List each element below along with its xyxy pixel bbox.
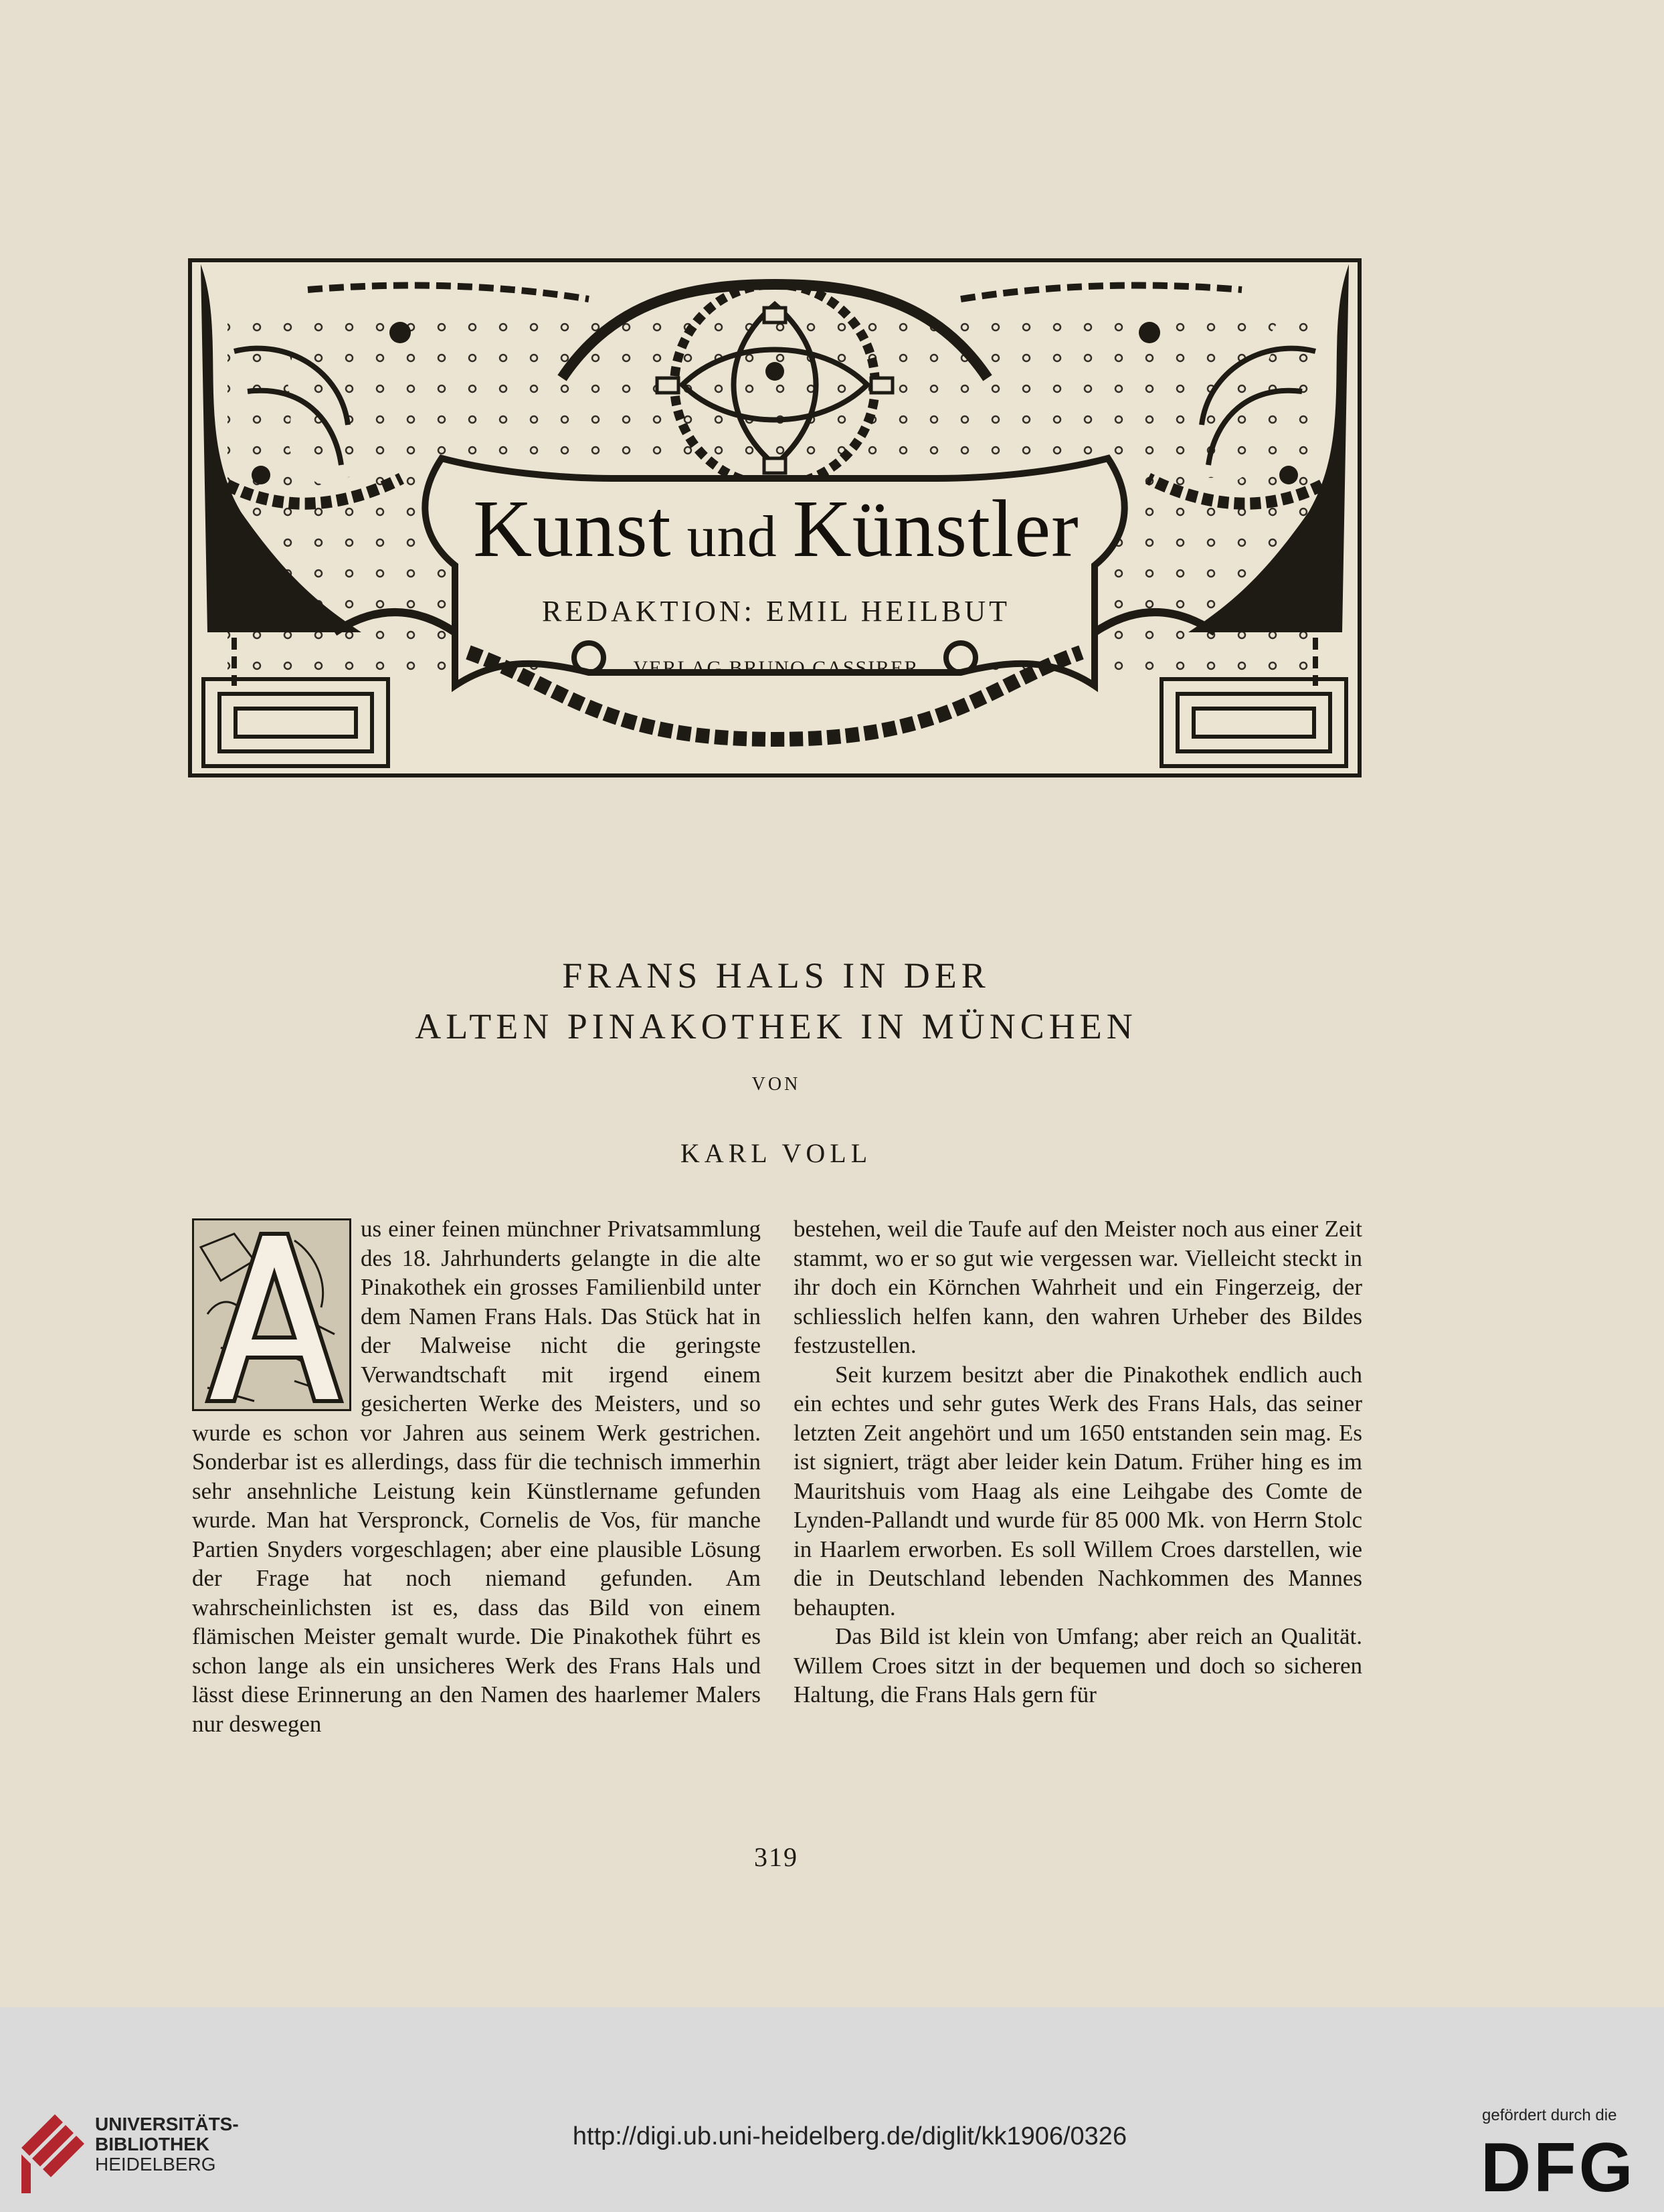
initial-A-woodcut-icon [192,1218,351,1411]
page-number: 319 [754,1842,798,1872]
paragraph: bestehen, weil die Taufe auf den Meister noch aus einer Zeit stammt, wo er so gut wie vergessen war. Vielleicht steckt in ihr doch ein Körnchen Wahrheit und ein Fingerzeig, der schliesslich helfen kann, den wahren Urheber des Bildes festzustellen. [794,1216,1362,1358]
paragraph: us einer feinen münchner Privatsammlung des 18. Jahrhunderts gelangte in die alte Pinakothek ein grosses Familienbild unter dem Namen Frans Hals. Das Stück hat in der Malweise nicht die geringste Verwandtschaft mit irgend einem gesicherten Werke des Meisters, und so wurde es schon vor Jahren aus seinem Werk gestrichen. Sonderbar ist es allerdings, dass für die technisch immerhin sehr ansehnliche Leistung kein Künstlername gefunden wurde. Man hat Verspronck, Cornelis de Vos, für manche Partien Snyders vorgeschlagen; aber eine plausible Lösung der Frage hat noch niemand gefunden. Am wahrscheinlichsten ist es, dass das Bild von einem flämischen Meister gemalt wurde. Die Pinakothek führt es schon lange als ein unsicheres Werk des Frans Hals und lässt diese Erinnerung an den Namen des haarlemer Malers nur deswegen [192,1216,761,1737]
paragraph: Seit kurzem besitzt aber die Pinakothek endlich auch ein echtes und sehr gutes Werk des Frans Hals, das seiner letzten Zeit angehört und um 1650 entstanden sein mag. Es ist signiert, trägt aber leider kein Datum. Früher hing es im Mauritshuis vom Haag als eine Leihgabe des Comte de Lynden-Pallandt und wurde für 85 000 Mk. von Herrn Stolc in Haarlem erworben. Es soll Willem Croes darstellen, wie die in Deutschland lebenden Nachkommen des Mannes behaupten. [794,1361,1362,1621]
magazine-title: Kunst und Künstler [473,484,1079,574]
editor-line: REDAKTION: EMIL HEILBUT [542,595,1010,628]
author-name: KARL VOLL [680,1138,872,1168]
paragraph: Das Bild ist klein von Umfang; aber reich an Qualität. Willem Croes sitzt in der bequemen und doch so sicheren Haltung, die Frans Hals gern für [794,1623,1362,1708]
ub-heidelberg-logo-icon [15,2108,95,2195]
dfg-logo: DFG [1481,2129,1636,2207]
article-title-line-1: FRANS HALS IN DER [562,955,990,996]
article-title [201,950,1352,1052]
funding-label: gefördert durch die [1482,2106,1617,2124]
institution-name: UNIVERSITÄTS- BIBLIOTHEK HEIDELBERG [95,2114,239,2175]
byline-von: VON [751,1074,801,1095]
article-title-line-2: ALTEN PINAKOTHEK IN MÜNCHEN [415,1006,1137,1046]
digitization-footer [0,2007,1664,2212]
text-column-left [192,1214,761,1738]
text-column-right [794,1214,1362,1710]
permalink-url[interactable]: http://digi.ub.uni-heidelberg.de/diglit/kk1906/0326 [572,2122,1127,2150]
publisher-line: VERLAG BRUNO CASSIRER [633,657,919,679]
